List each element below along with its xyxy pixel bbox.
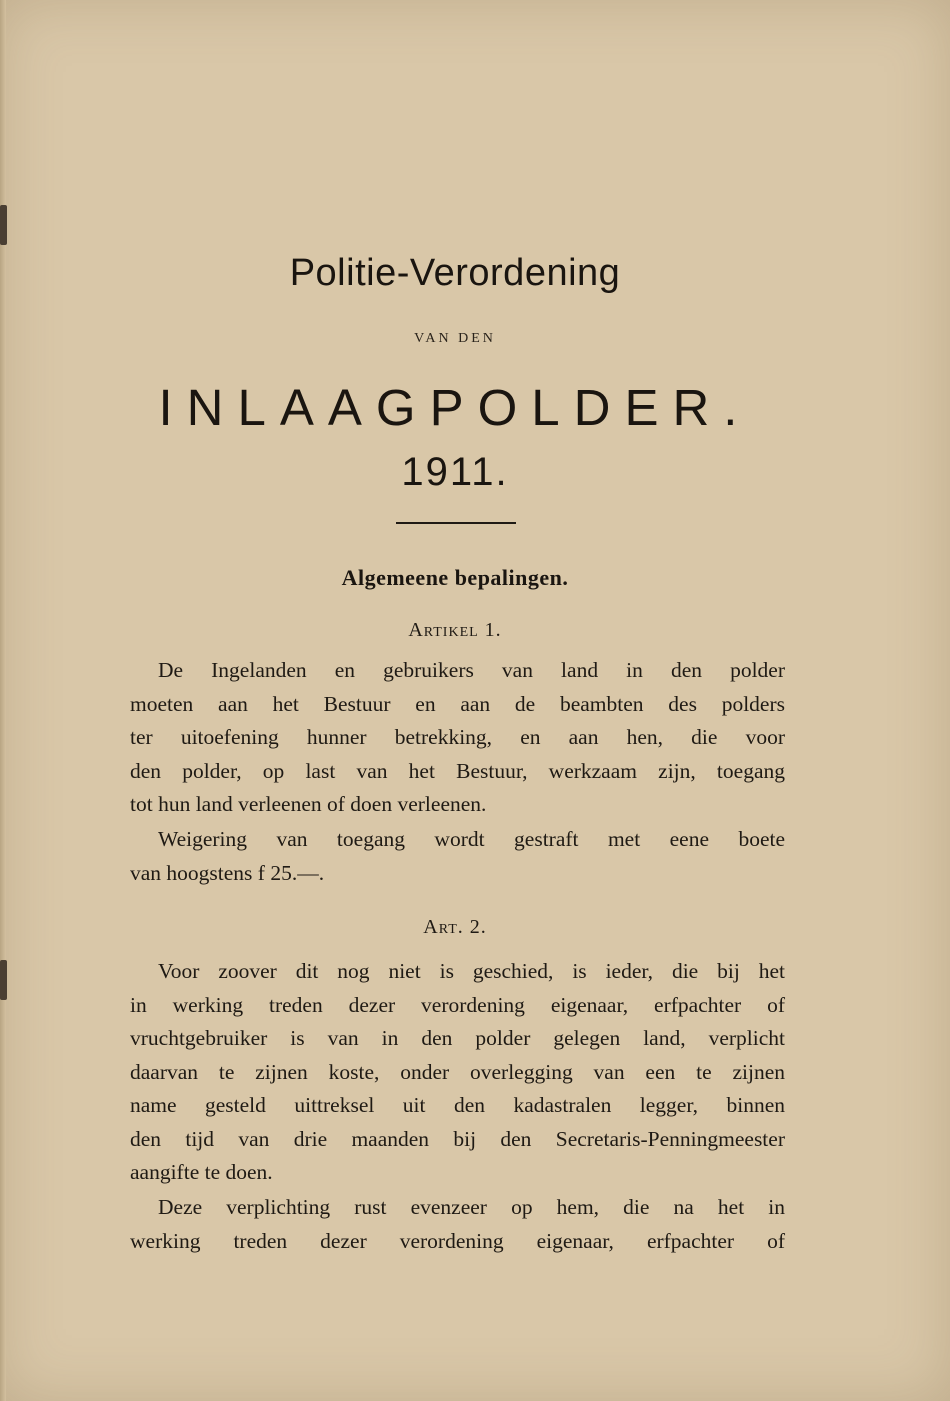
document-subtitle: VAN DEN xyxy=(414,331,496,346)
text-line: in werking treden dezer verordening eigenaar, erfpachter of xyxy=(130,992,785,1017)
title-divider xyxy=(396,522,516,524)
text-line: aangifte te doen. xyxy=(130,1160,273,1184)
text-line: werking treden dezer verordening eigenaar, erfpachter of xyxy=(130,1228,785,1253)
text-line: Weigering van toegang wordt gestraft met eene boete xyxy=(158,827,785,851)
section-heading: Algemeene bepalingen. xyxy=(341,565,569,590)
text-line: moeten aan het Bestuur en aan de beambten des polders xyxy=(130,691,785,716)
document-year: 1911. xyxy=(401,450,509,494)
article-2-heading: Art. 2. xyxy=(423,916,487,938)
text-line: daarvan te zijnen koste, onder overlegging van een te zijnen xyxy=(130,1059,785,1084)
article-1-paragraph-2 xyxy=(130,823,785,890)
text-line: name gesteld uittreksel uit den kadastralen legger, binnen xyxy=(130,1093,785,1117)
article-1-heading: Artikel 1. xyxy=(408,619,502,641)
staple-bottom xyxy=(0,960,7,1000)
text-line: van hoogstens f 25.—. xyxy=(130,860,325,885)
article-1-paragraph-1 xyxy=(130,654,785,822)
article-2-paragraph-1 xyxy=(130,955,785,1190)
text-line: vruchtgebruiker is van in den polder gelegen land, verplicht xyxy=(130,1026,785,1050)
staple-top xyxy=(0,205,7,245)
article-2-paragraph-2 xyxy=(130,1191,785,1258)
text-line: tot hun land verleenen of doen verleenen. xyxy=(130,792,487,816)
text-line: den polder, op last van het Bestuur, werkzaam zijn, toegang xyxy=(130,758,785,783)
text-line: Deze verplichting rust evenzeer op hem, die na het in xyxy=(158,1195,785,1219)
text-line: Voor zoover dit nog niet is geschied, is ieder, die bij het xyxy=(158,959,785,983)
polder-name: INLAAGPOLDER. xyxy=(158,379,752,436)
document-title: Politie-Verordening xyxy=(289,252,621,294)
text-line: den tijd van drie maanden bij den Secretaris-Penningmeester xyxy=(130,1126,785,1151)
text-line: ter uitoefening hunner betrekking, en aan hen, die voor xyxy=(130,725,785,749)
text-line: De Ingelanden en gebruikers van land in den polder xyxy=(158,658,785,682)
